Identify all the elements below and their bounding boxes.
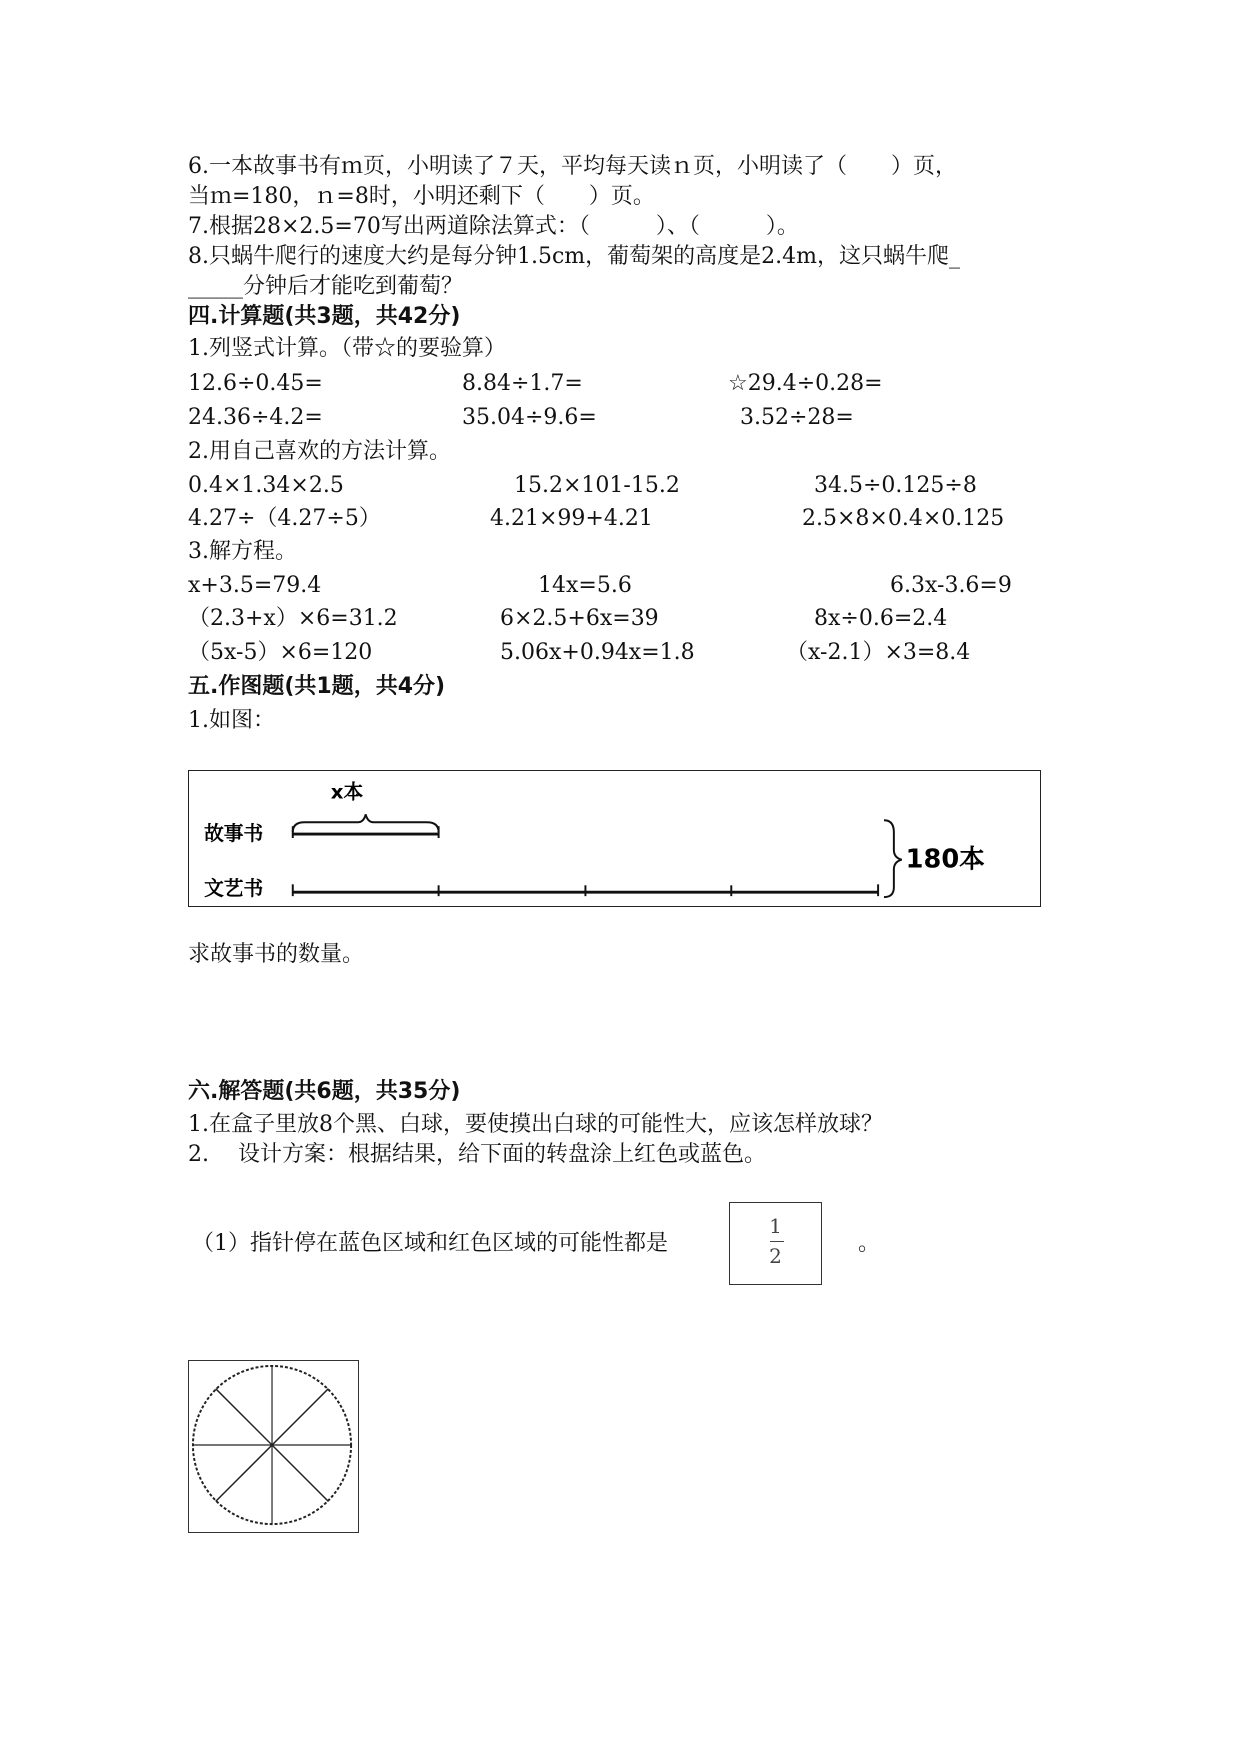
fraction-answer-box [729, 1202, 822, 1285]
s4-q1-item: 24.36÷4.2= [188, 405, 323, 430]
section-5-heading: 五.作图题(共1题，共4分) [188, 674, 446, 699]
s4-q3-item: （x-2.1）×3=8.4 [786, 640, 971, 665]
s5-q1-question: 求故事书的数量。 [188, 942, 365, 967]
s4-q1-title: 1.列竖式计算。（带☆的要验算） [188, 336, 506, 361]
s6-q2: 2. 设计方案：根据结果，给下面的转盘涂上红色或蓝色。 [188, 1142, 766, 1167]
section-4-heading: 四.计算题(共3题，共42分) [188, 304, 461, 329]
diagram-label-x: x本 [330, 780, 364, 804]
s5-q1-title: 1.如图： [188, 708, 275, 733]
total-brace [884, 820, 902, 897]
section-6-heading: 六.解答题(共6题，共35分) [188, 1079, 461, 1104]
fraction-bar [770, 1241, 784, 1242]
s4-q3-item: 5.06x+0.94x=1.8 [500, 640, 695, 665]
s6-q1: 1.在盒子里放8个黑、白球，要使摸出白球的可能性大，应该怎样放球？ [188, 1112, 883, 1137]
question-8-line-1: 8.只蜗牛爬行的速度大约是每分钟1.5cm，葡萄架的高度是2.4m，这只蜗牛爬_ [188, 244, 961, 269]
s4-q3-item: 8x÷0.6=2.4 [814, 606, 948, 631]
diagram-label-total: 180本 [905, 844, 985, 875]
fraction-numerator: 1 [769, 1214, 782, 1238]
story-brace [293, 814, 439, 832]
s4-q3-item: x+3.5=79.4 [188, 573, 322, 598]
s4-q2-item: 0.4×1.34×2.5 [188, 473, 344, 498]
s4-q3-item: 14x=5.6 [538, 573, 632, 598]
diagram-label-story: 故事书 [204, 821, 264, 845]
s4-q1-item: ☆29.4÷0.28= [728, 371, 883, 396]
s4-q3-item: （2.3+x）×6=31.2 [188, 606, 398, 631]
s4-q2-title: 2.用自己喜欢的方法计算。 [188, 439, 451, 464]
s4-q3-title: 3.解方程。 [188, 539, 297, 564]
s4-q1-item: 35.04÷9.6= [462, 405, 597, 430]
s6-q2-sub1: （1）指针停在蓝色区域和红色区域的可能性都是 [192, 1231, 668, 1256]
s4-q1-item: 12.6÷0.45= [188, 371, 323, 396]
s4-q2-item: 15.2×101-15.2 [514, 473, 680, 498]
s4-q1-item: 3.52÷28= [740, 405, 854, 430]
question-6-line-1: 6.一本故事书有ｍ页，小明读了７天，平均每天读ｎ页，小明读了（ ）页， [188, 154, 957, 179]
question-6-line-2: 当ｍ=180，ｎ=8时，小明还剩下（ ）页。 [188, 184, 655, 209]
fraction-denominator: 2 [769, 1244, 782, 1268]
s4-q3-item: （5x-5）×6=120 [188, 640, 373, 665]
s4-q3-item: 6.3x-3.6=9 [890, 573, 1012, 598]
diagram-label-art: 文艺书 [204, 877, 264, 901]
line-segment-diagram [188, 770, 1041, 907]
s4-q2-item: 4.27÷（4.27÷5） [188, 506, 381, 531]
s4-q1-item: 8.84÷1.7= [462, 371, 583, 396]
question-7: 7.根据28×2.5=70写出两道除法算式：（ ）、（ ）。 [188, 214, 799, 239]
s4-q3-item: 6×2.5+6x=39 [500, 606, 659, 631]
s6-q2-sub1-end: 。 [858, 1231, 881, 1256]
s4-q2-item: 2.5×8×0.4×0.125 [802, 506, 1005, 531]
s4-q2-item: 4.21×99+4.21 [490, 506, 653, 531]
question-8-line-2: _____分钟后才能吃到葡萄？ [188, 274, 464, 299]
s4-q2-item: 34.5÷0.125÷8 [814, 473, 977, 498]
spinner-wheel [188, 1360, 359, 1533]
